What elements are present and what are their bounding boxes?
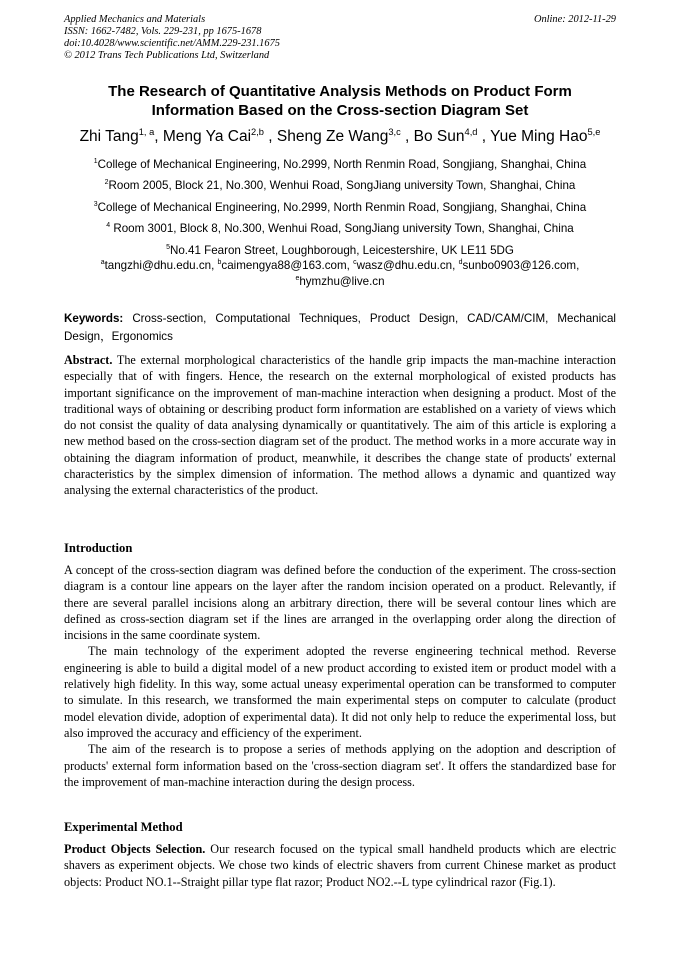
author-name: Bo Sun <box>413 128 465 145</box>
keywords-text: Cross-section, Computational Techniques, Product Design, CAD/CAM/CIM, Mechanical Design，Ergonomics <box>64 312 616 343</box>
introduction-body <box>64 562 616 790</box>
email-link[interactable]: sunbo0903@126.com, <box>462 259 580 272</box>
author-affiliation-mark: 3,c <box>388 126 401 137</box>
affiliation-3: $^3$College of Mechanical Engineering, No.2999, North Renmin Road, Songjiang, Shanghai, China <box>93 200 587 214</box>
author-affiliation-mark: 5,e <box>587 126 601 137</box>
abstract <box>64 352 616 499</box>
affiliation-4: $^4$ Room 3001, Block 8, No.300, Wenhui Road, SongJiang university Town, Shanghai, China <box>106 222 574 236</box>
copyright-line: © 2012 Trans Tech Publications Ltd, Switzerland <box>64 50 270 61</box>
author-affiliation-mark: 1, a <box>138 126 155 137</box>
paragraph-text: Our research focused on the typical small handheld products which are electric shavers as experiment objects. We chose two kinds of electric shavers from current Chinese market as product objects: Product NO.1--Straight pillar type flat razor; Product NO2.--L type cylindrical razor (Fig.1). <box>64 842 616 889</box>
author-name: Zhi Tang <box>79 128 139 145</box>
author-affiliation-mark: 4,d <box>464 126 478 137</box>
email-link[interactable]: tangzhi@dhu.edu.cn, <box>104 259 218 272</box>
issn-line: ISSN: 1662-7482, Vols. 229-231, pp 1675-1678 <box>64 26 262 37</box>
section-heading-experimental-method: Experimental Method <box>64 820 183 834</box>
affiliation-list <box>40 154 640 261</box>
author-name: Meng Ya Cai <box>162 128 252 145</box>
paragraph: The main technology of the experiment adopted the reverse engineering technical method. Reverse engineering is able to build a digital model of a new product according to existed item or product model with a relatively high fidelity. In this way, some actual uneasy experimental operation can be transformed to computer to simulate. In this research, we transformed the main experimental steps on computer to calculate (product model elevation divide, adoption of experimental data). It did not only help to reduce the experimental loss, but also improved the accuracy and efficiency of the experiment. <box>64 644 616 740</box>
affiliation-5: $^5$No.41 Fearon Street, Loughborough, Leicestershire, UK LE11 5DG <box>166 243 514 257</box>
online-date: Online: 2012-11-29 <box>533 14 616 25</box>
affiliation-1: $^1$College of Mechanical Engineering, No.2999, North Renmin Road, Songjiang, Shanghai, China <box>93 158 587 171</box>
title-line-2: Information Based on the Cross-section Diagram Set <box>151 102 529 119</box>
author-list: Zhi Tang$^{1, a}$, Meng Ya Cai$^{2,b}$ , Sheng Ze Wang$^{3,c}$ , Bo Sun$^{4,d}$ , Yue Ming Hao$^{5,e}$ <box>79 126 601 145</box>
paragraph <box>64 841 616 890</box>
paper-title <box>64 82 616 120</box>
email-link[interactable]: wasz@dhu.edu.cn, <box>356 259 459 272</box>
paragraph: A concept of the cross-section diagram was defined before the conduction of the experiment. The cross-section diagram is a contour line appears on the layer after the random incision operated on a product. Relevantly, if there are several parallel incisions along an arbitrary direction, there will be several contour lines which are defined as cross-section diagram set if the lines are arranged in the overlapping order along the direction of incisions in the same coordinate system. <box>64 563 616 643</box>
email-list: $^a$tangzhi@dhu.edu.cn, $^b$caimengya88@163.com, $^c$wasz@dhu.edu.cn, $^d$sunbo0903@126.com, $^e$hymzhu@live.cn <box>100 259 580 288</box>
experimental-body <box>64 841 616 890</box>
run-in-heading: Product Objects Selection. <box>64 842 206 856</box>
section-heading-introduction: Introduction <box>64 541 133 555</box>
paragraph: The aim of the research is to propose a series of methods applying on the adoption and description of products' external form information based on the 'cross-section diagram set'. It offers the standardized base for the improvement of man-machine interaction during the design process. <box>64 742 616 789</box>
author-name: Yue Ming Hao <box>490 128 588 145</box>
author-affiliation-mark: 2,b <box>251 126 264 137</box>
abstract-text: The external morphological characteristics of the handle grip impacts the man-machine interaction especially that of with fingers. Hence, the research on the external morphological of existed products has important significance on the improvement of man-machine interaction when designing a product. Most of the traditional ways of obtaining or describing product form information are established on a variety of views which do not consist the quality of data analysing dynamically or quantitatively. The aim of this article is exploring a new method based on the cross-section diagram set of the product. The method works in a more accurate way in obtaining the diagram information of product, meanwhile, it describes the change state of products' external characteristics by the simplex dimension of information. The method allows a dynamic and quantized way analysing the external characteristics of the product. <box>64 353 616 498</box>
email-link[interactable]: hymzhu@live.cn <box>299 275 385 288</box>
doi-line: doi:10.4028/www.scientific.net/AMM.229-231.1675 <box>64 38 280 49</box>
email-link[interactable]: caimengya88@163.com, <box>221 259 354 272</box>
keywords-label: Keywords: <box>64 312 124 325</box>
author-name: Sheng Ze Wang <box>276 128 389 145</box>
keywords <box>64 310 616 346</box>
journal-name: Applied Mechanics and Materials <box>64 14 206 25</box>
title-line-1: The Research of Quantitative Analysis Methods on Product Form <box>108 83 572 100</box>
publication-header <box>64 14 616 62</box>
abstract-label: Abstract. <box>64 353 113 367</box>
affiliation-2: $^2$Room 2005, Block 21, No.300, Wenhui Road, SongJiang university Town, Shanghai, China <box>104 179 576 193</box>
